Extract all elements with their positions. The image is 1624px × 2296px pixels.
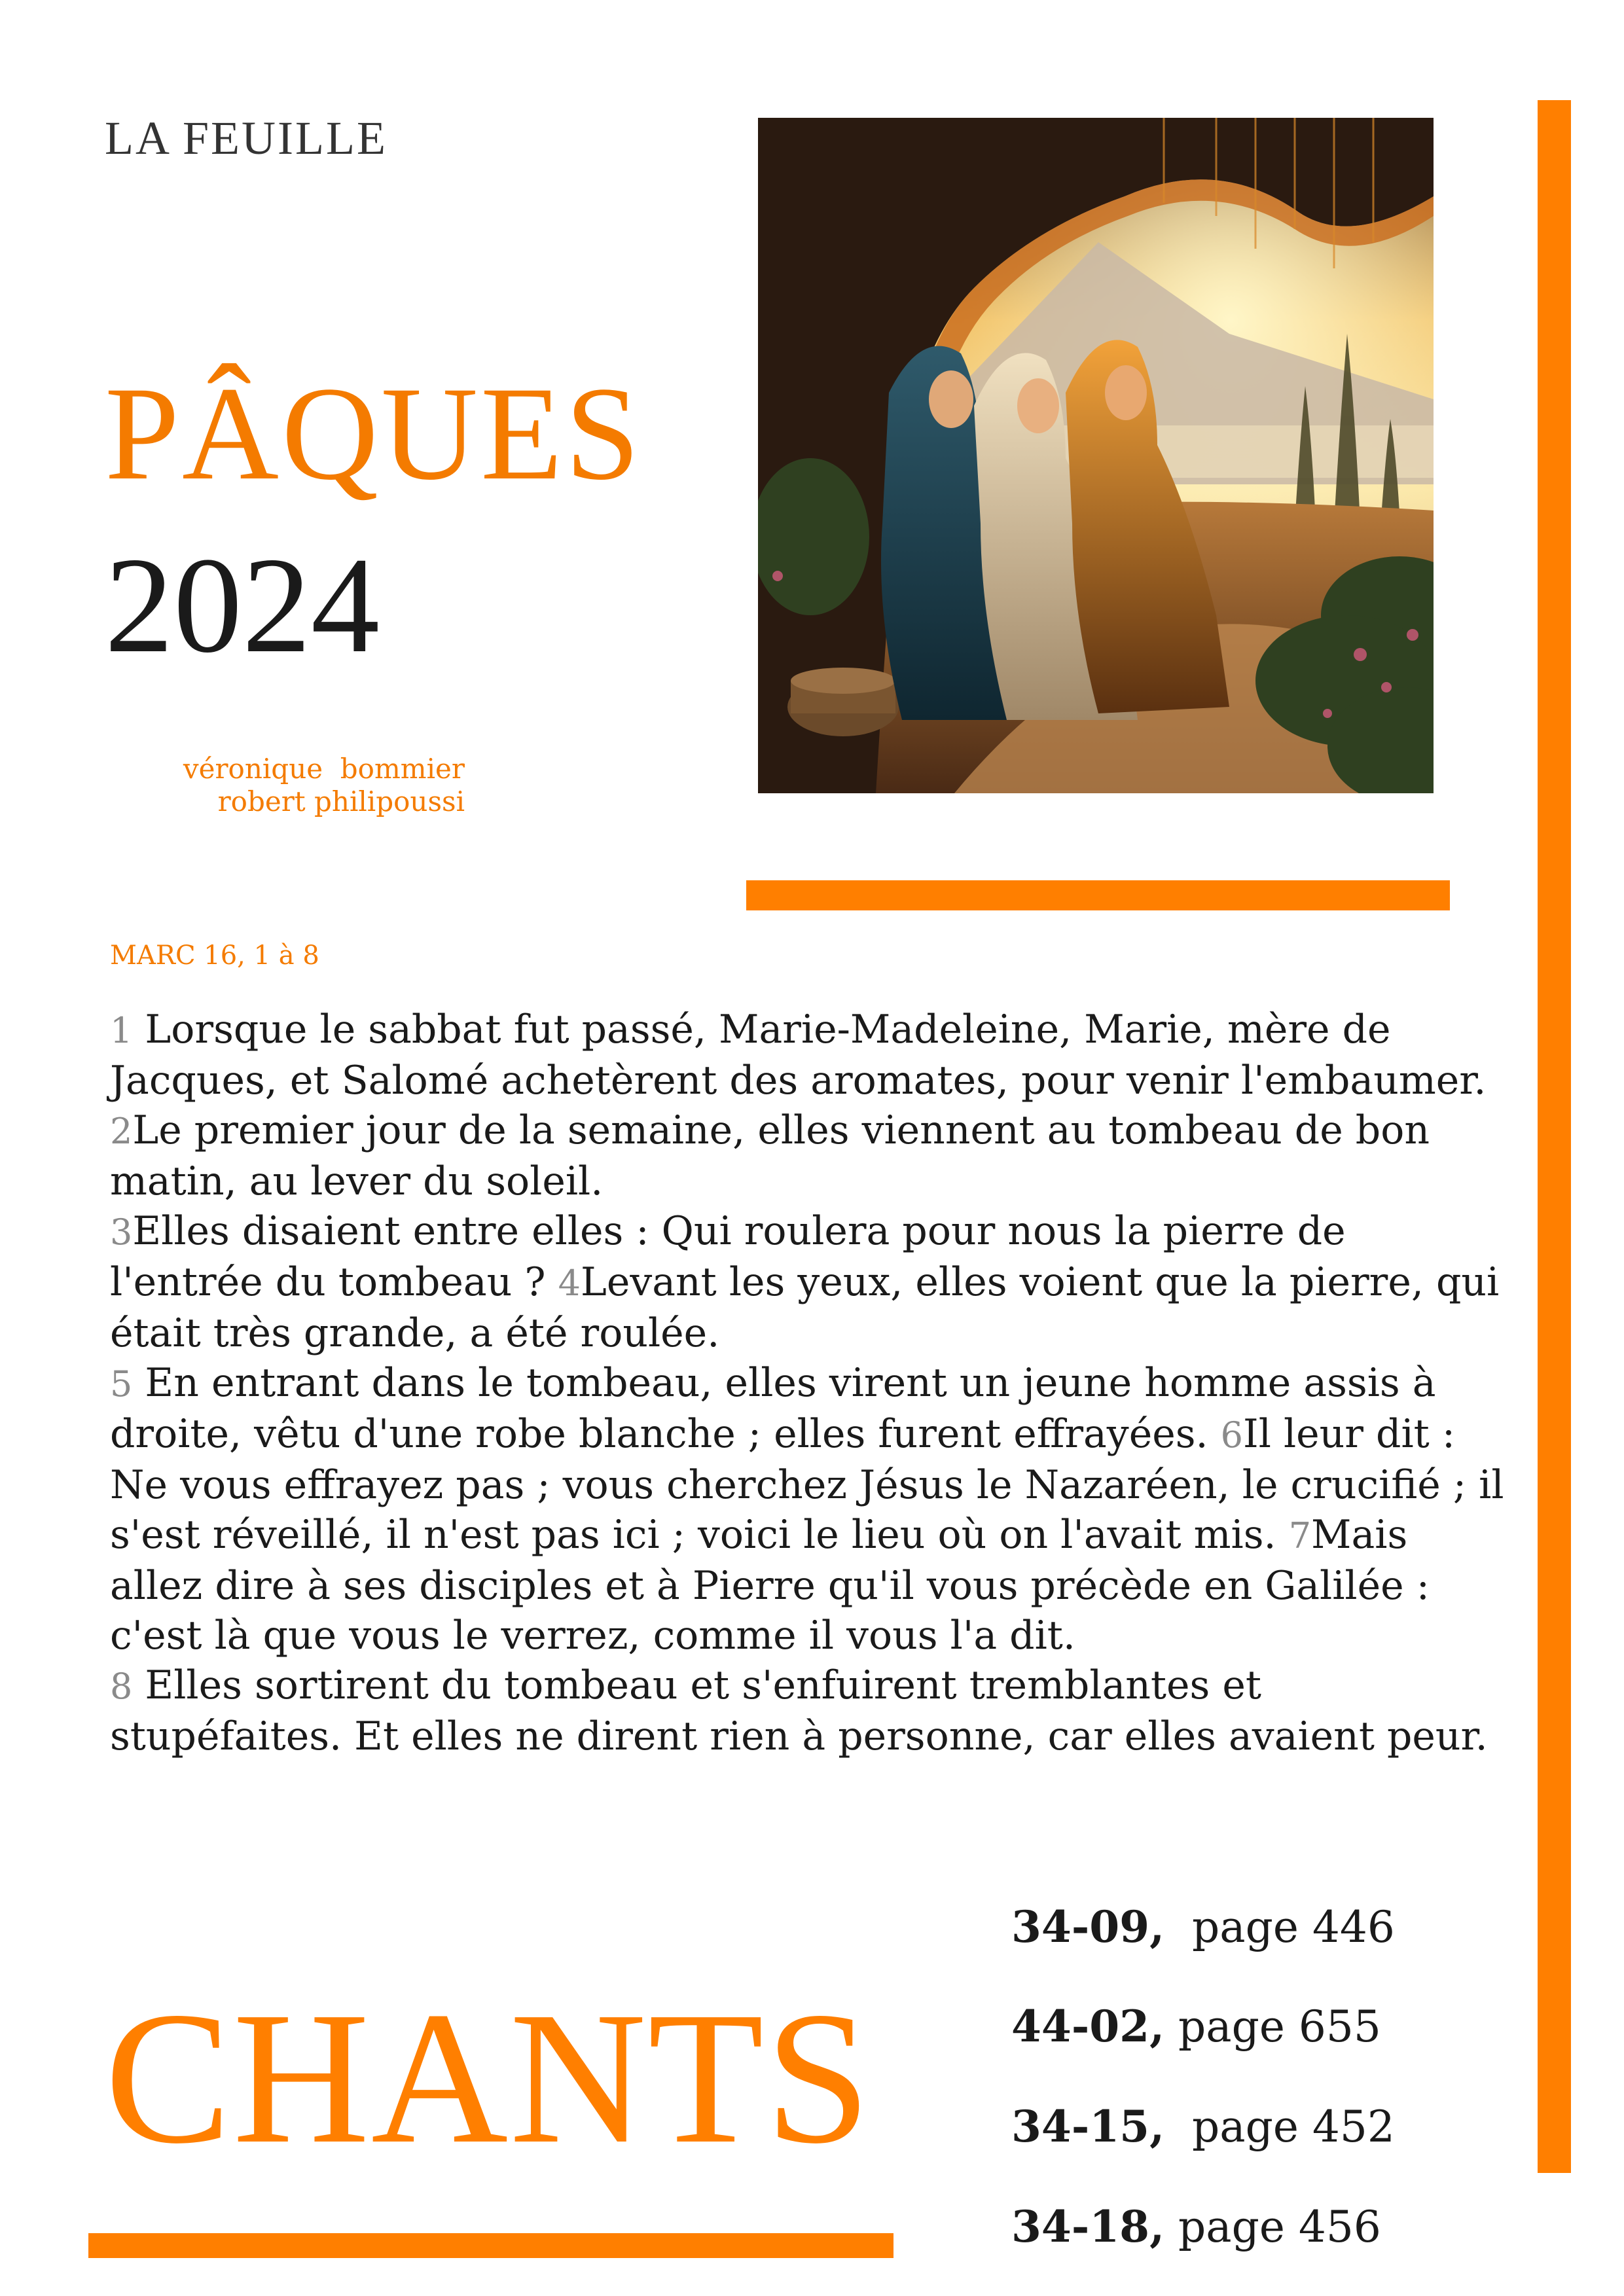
verse-text: En entrant dans le tombeau, elles virent un jeune homme assis à droite, vêtu d'une robe blanche ; elles furent effrayées. bbox=[110, 1360, 1436, 1457]
authors-block bbox=[98, 753, 465, 819]
verse-text: Elles disaient entre elles : Qui roulera pour nous la pierre de l'entrée du tombeau ? bbox=[110, 1208, 1346, 1305]
verse-number: 3 bbox=[110, 1211, 133, 1253]
verse-number: 4 bbox=[558, 1263, 581, 1304]
verse-number: 7 bbox=[1288, 1515, 1312, 1556]
chant-page: page 456 bbox=[1164, 2202, 1381, 2252]
chant-page: page 655 bbox=[1164, 2001, 1381, 2052]
author-name: robert philipoussi bbox=[217, 785, 465, 818]
page-year: 2024 bbox=[105, 529, 380, 681]
chant-item bbox=[1011, 2001, 1381, 2052]
verse-number: 6 bbox=[1220, 1414, 1243, 1456]
chant-number: 44-02, bbox=[1011, 2001, 1165, 2052]
chants-heading: CHANTS bbox=[105, 1973, 873, 2183]
verse-number: 2 bbox=[110, 1111, 133, 1152]
chant-number: 34-15, bbox=[1011, 2101, 1165, 2152]
chant-number: 34-09, bbox=[1011, 1901, 1165, 1952]
verse-text: Levant les yeux, elles voient que la pierre, qui était très grande, a été roulée. bbox=[110, 1259, 1500, 1356]
verse-text: Il leur dit : Ne vous effrayez pas ; vous cherchez Jésus le Nazaréen, le crucifié ; il s'est réveillé, il n'est pas ici ; voici le lieu où on l'avait mis. bbox=[110, 1411, 1504, 1558]
verse-text: Le premier jour de la semaine, elles viennent au tombeau de bon matin, au lever du soleil. bbox=[110, 1107, 1430, 1204]
page-title: PÂQUES bbox=[105, 359, 643, 508]
publication-name: LA FEUILLE bbox=[105, 112, 388, 164]
chant-page: page 452 bbox=[1164, 2102, 1395, 2152]
chant-page: page 446 bbox=[1164, 1902, 1395, 1952]
three-women-at-tomb-illustration bbox=[758, 118, 1434, 793]
accent-bar-vertical bbox=[1538, 100, 1571, 2173]
accent-bar bbox=[88, 2233, 893, 2258]
verse-text: Mais allez dire à ses disciples et à Pierre qu'il vous précède en Galilée : c'est là que vous le verrez, comme il vous l'a dit. bbox=[110, 1512, 1430, 1659]
verse-number: 5 bbox=[110, 1363, 133, 1405]
verse-number: 1 bbox=[110, 1010, 133, 1051]
chant-item bbox=[1011, 2201, 1381, 2252]
verse-text: Lorsque le sabbat fut passé, Marie-Madeleine, Marie, mère de Jacques, et Salomé achetèrent des aromates, pour venir l'embaumer. bbox=[110, 1007, 1487, 1103]
scripture-reference: MARC 16, 1 à 8 bbox=[110, 941, 319, 971]
verse-text: Elles sortirent du tombeau et s'enfuirent tremblantes et stupéfaites. Et elles ne dirent rien à personne, car elles avaient peur. bbox=[110, 1662, 1488, 1759]
chant-item bbox=[1011, 2101, 1395, 2152]
accent-bar bbox=[746, 880, 1450, 910]
verse-number: 8 bbox=[110, 1666, 133, 1707]
author-name: véronique bommier bbox=[183, 753, 465, 785]
chant-item bbox=[1011, 1901, 1395, 1952]
scripture-passage bbox=[110, 1005, 1504, 1761]
chant-number: 34-18, bbox=[1011, 2201, 1165, 2252]
